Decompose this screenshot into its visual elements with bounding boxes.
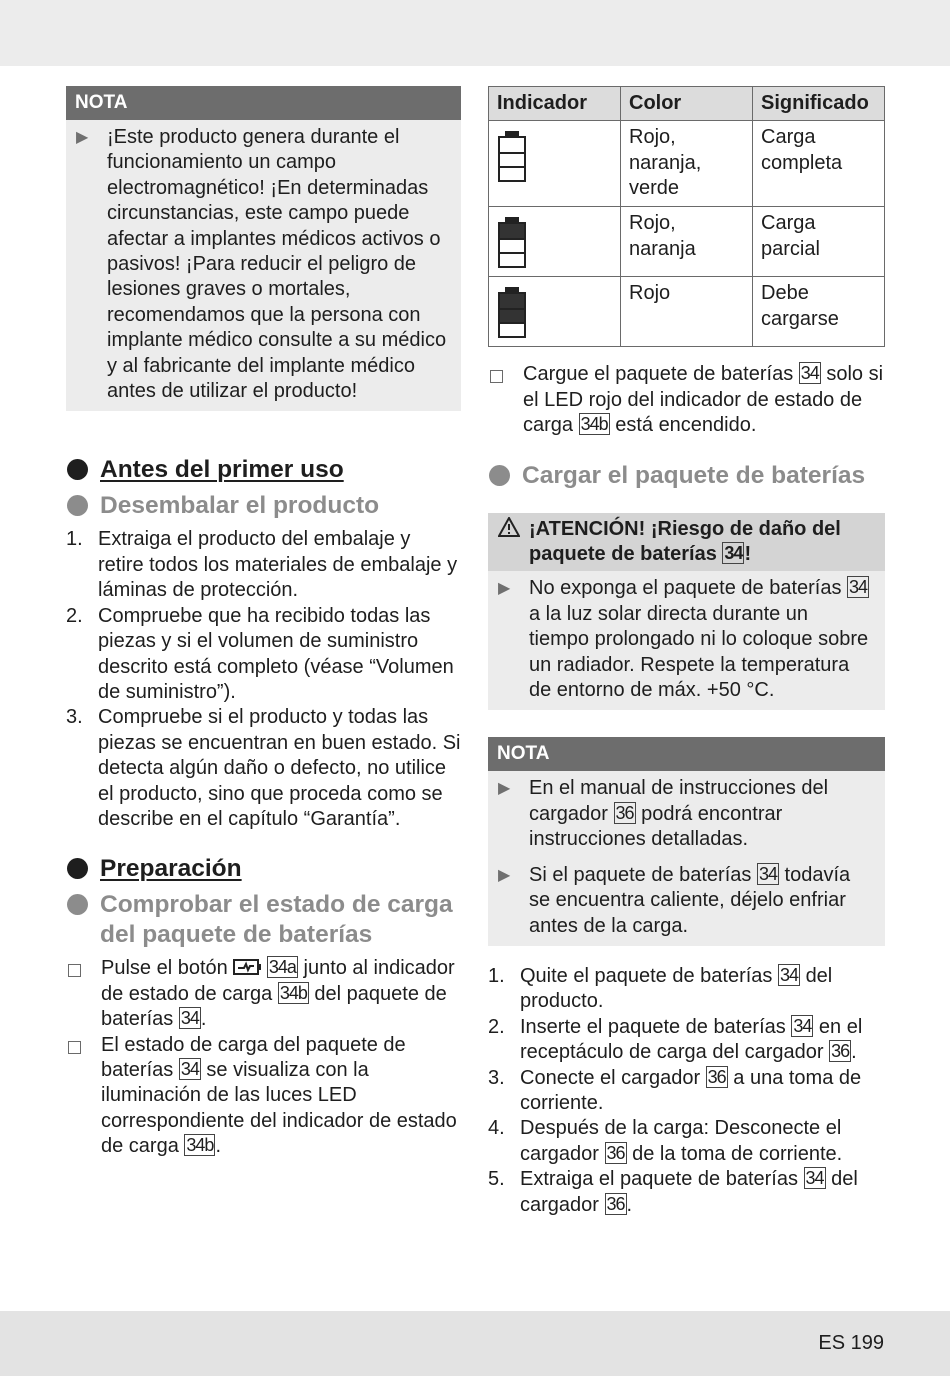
list-item: 3. Conecte el cargador 36 a una toma de corriente.: [488, 1066, 862, 1114]
ref-number: 34b: [186, 1135, 214, 1156]
check-list: [66, 956, 461, 1159]
subsection-title-check-charge: Comprobar el estado de carga del paquete de baterías: [66, 890, 461, 950]
ref-number: 34: [849, 577, 868, 598]
triangle-bullet-icon: ▶: [498, 780, 511, 798]
triangle-bullet-icon: ▶: [498, 580, 511, 598]
ref-number: 34b: [279, 982, 307, 1003]
list-item: 3. Compruebe si el producto y todas las piezas se encuentran en buen estado. Si detecta algún daño o defecto, no utilice el producto, sino que proceda como se describe en el capítulo “Garantía”.: [66, 706, 461, 830]
ref-number: 36: [707, 1066, 726, 1087]
battery-partial-icon: [497, 217, 527, 268]
footer-band: [0, 1311, 950, 1376]
checkbox-bullet-icon: [68, 1041, 81, 1054]
section-title-first-use: Antes del primer uso: [66, 455, 461, 485]
list-item: 5. Extraiga el paquete de baterías 34 del cargador 36 .: [488, 1168, 858, 1216]
ref-number: 34a: [268, 957, 296, 978]
ref-number: 36: [615, 802, 634, 823]
ref-number: 34: [724, 543, 743, 564]
table-row: Rojo, naranja Carga parcial: [489, 207, 885, 277]
ref-number: 36: [606, 1142, 625, 1163]
note-item: ▶ Si el paquete de baterías 34 todavía se encuentra caliente, déjelo enfriar antes de la carga.: [498, 863, 873, 939]
ref-number: 34: [779, 964, 798, 985]
battery-button-icon: [233, 958, 261, 976]
charge-steps: [488, 964, 885, 1218]
top-band: [0, 0, 950, 66]
unpack-steps: [66, 527, 461, 832]
note-item: ▶ ¡Este producto genera durante el funcionamiento un campo electromagnético! ¡En determinadas circunstancias, este campo puede afectar a implantes médicos activos o pasivos! ¡Para reducir el peligro de lesiones graves o mortales, recomendamos que la persona con implante médico consulte a su médico y al fabricante del implante médico antes de utilizar el producto!: [76, 125, 449, 404]
list-item: Pulse el botón 34a junto al indicador de estado de carga 34b del paquete de baterías 34 .: [66, 956, 461, 1032]
table-header: Significado: [753, 87, 885, 121]
list-item: 2. Compruebe que ha recibido todas las piezas y si el volumen de suministro descrito está completo (véase “Volumen de suministro”).: [66, 604, 454, 703]
list-item: 2. Inserte el paquete de baterías 34 en el receptáculo de carga del cargador 36 .: [488, 1015, 863, 1064]
ref-number: 34: [758, 863, 777, 884]
ref-number: 34b: [580, 414, 608, 435]
ref-number: 36: [831, 1041, 850, 1062]
battery-empty-3-icon: [497, 131, 527, 182]
ref-number: 36: [606, 1193, 625, 1214]
triangle-bullet-icon: ▶: [498, 866, 511, 884]
charge-indicator-table: [488, 86, 885, 347]
charge-condition-item: Cargue el paquete de baterías 34 solo si el LED rojo del indicador de estado de carga 34b está encendido.: [488, 362, 885, 438]
filled-circle-icon: [67, 858, 88, 879]
list-item: El estado de carga del paquete de baterías 34 se visualiza con la iluminación de las luces LED correspondiente del indicador de estado de carga 34b .: [66, 1033, 461, 1160]
grey-circle-icon: [67, 495, 88, 516]
warning-triangle-icon: [498, 517, 520, 537]
checkbox-bullet-icon: [68, 964, 81, 977]
grey-circle-icon: [489, 465, 510, 486]
right-column: [488, 86, 885, 1218]
battery-low-icon: [497, 287, 527, 338]
ref-number: 34: [793, 1015, 812, 1036]
note-item: ▶ En el manual de instrucciones del cargador 36 podrá encontrar instrucciones detalladas.: [498, 776, 873, 852]
section-title-preparation: Preparación: [66, 854, 461, 884]
safety-note: [66, 86, 461, 411]
filled-circle-icon: [67, 459, 88, 480]
ref-number: 34: [180, 1008, 199, 1029]
triangle-bullet-icon: ▶: [76, 129, 89, 146]
checkbox-bullet-icon: [490, 370, 503, 383]
note-title: NOTA: [66, 86, 461, 120]
warning-title: ¡ATENCIÓN! ¡Riesgo de daño del paquete de baterías 34 !: [488, 513, 885, 572]
table-header: Color: [621, 87, 753, 121]
grey-circle-icon: [67, 894, 88, 915]
ref-number: 34: [180, 1058, 199, 1079]
page-number: ES 199: [818, 1332, 884, 1354]
list-item: 4. Después de la carga: Desconecte el cargador 36 de la toma de corriente.: [488, 1117, 843, 1165]
section-title-charge: Cargar el paquete de baterías: [488, 461, 885, 491]
ref-number: 34: [805, 1168, 824, 1189]
warning-box: [488, 513, 885, 711]
warning-item: ▶ No exponga el paquete de baterías 34 a la luz solar directa durante un tiempo prolongado ni lo coloque sobre un radiador. Respete la temperatura de entorno de máx. +50 °C.: [498, 576, 873, 703]
charger-note: [488, 737, 885, 945]
note-title: NOTA: [488, 737, 885, 771]
table-row: Rojo, naranja, verde Carga completa: [489, 121, 885, 207]
list-item: 1. Quite el paquete de baterías 34 del producto.: [488, 964, 833, 1013]
ref-number: 34: [800, 363, 819, 384]
table-header: Indicador: [489, 87, 621, 121]
subsection-title-unpack: Desembalar el producto: [66, 491, 461, 521]
left-column: [66, 86, 461, 1160]
list-item: 1. Extraiga el producto del embalaje y retire todos los materiales de embalaje y láminas de protección.: [66, 528, 458, 602]
table-row: Rojo Debe cargarse: [489, 277, 885, 347]
